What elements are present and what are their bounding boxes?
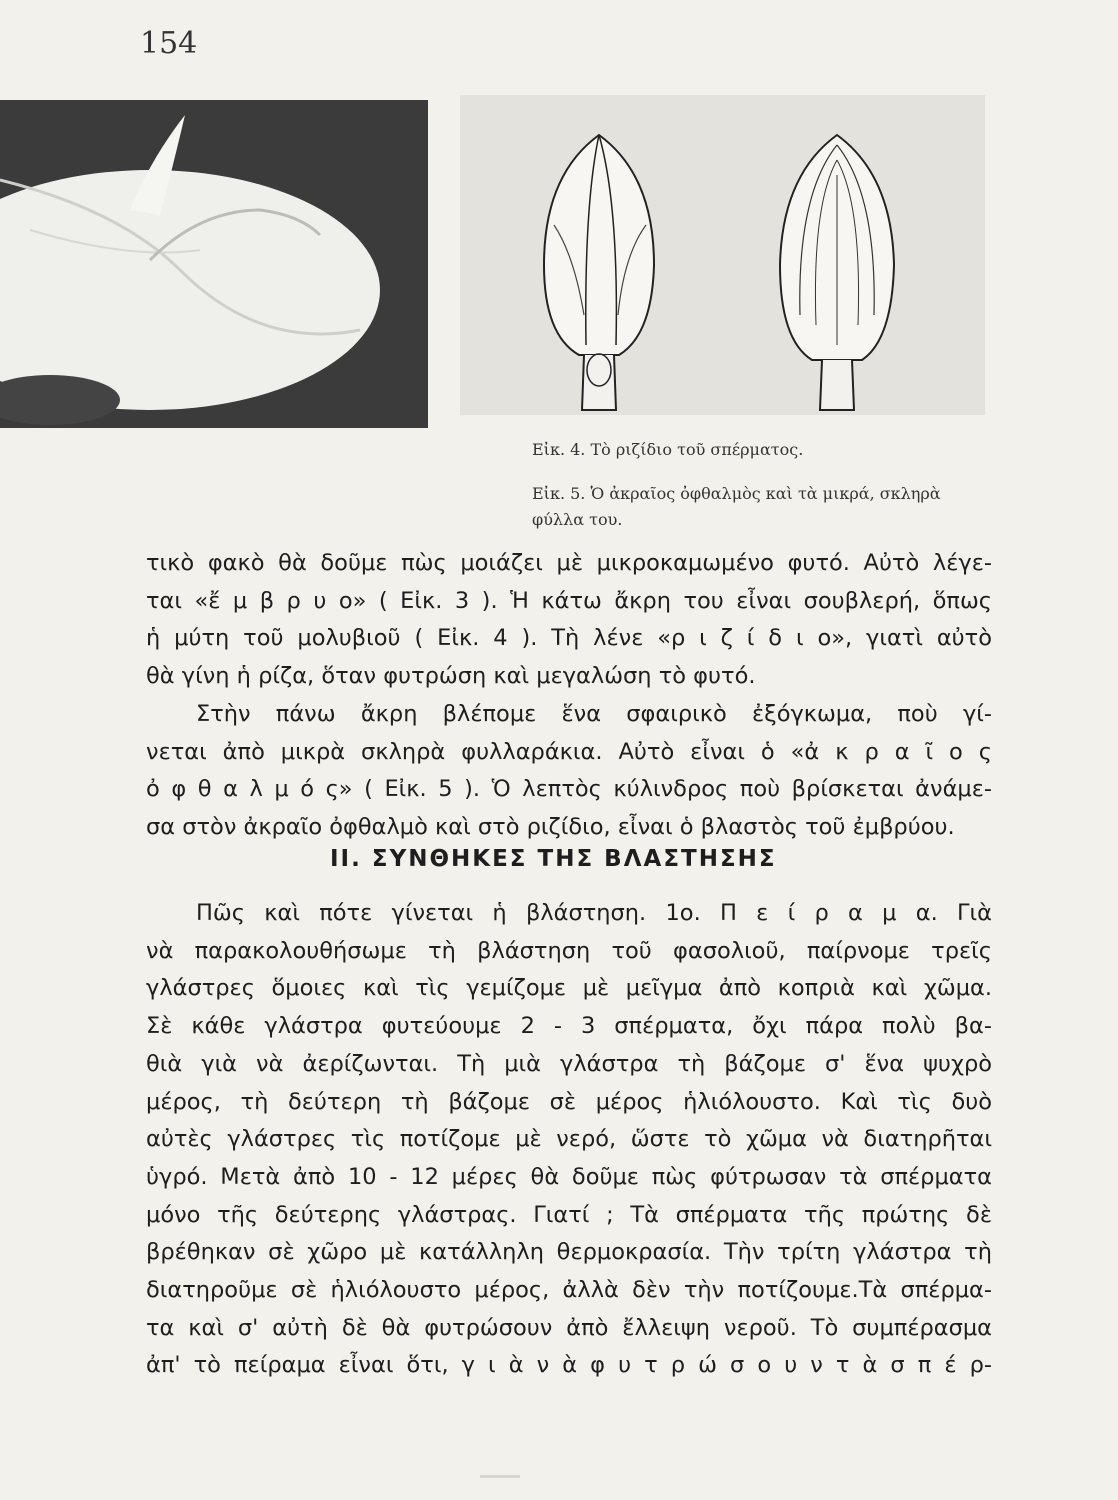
bud-section-drawing <box>762 115 912 415</box>
text-line: ἀπ' τὸ πείραμα εἶναι ὅτι, γ ι ὰ ν ὰ φ υ τ ρ ώ σ ο υ ν τ ὰ σ π έ ρ- <box>146 1352 992 1379</box>
seed-radicle-photo <box>0 100 428 428</box>
text-line: μέρος, τὴ δεύτερη τὴ βάζομε σὲ μέρος ἡλιόλουστο. Καὶ τὶς δυὸ <box>146 1088 992 1115</box>
text-line: διατηροῦμε σὲ ἡλιόλουστο μέρος, ἀλλὰ δὲν τὴν ποτίζουμε.Τὰ σπέρμα- <box>146 1277 992 1304</box>
body-text-upper <box>146 545 992 847</box>
text-line: γλάστρες ὅμοιες καὶ τὶς γεμίζομε μὲ μεῖγμα ἀπὸ κοπριὰ καὶ χῶμα. <box>146 975 992 1002</box>
text-line: τα καὶ σ' αὐτὴ δὲ θὰ φυτρώσουν ἀπὸ ἔλλειψη νεροῦ. Τὸ συμπέρασμα <box>146 1314 992 1341</box>
text-line: ται «ἔ μ β ρ υ ο» ( Εἰκ. 3 ). Ἡ κάτω ἄκρη του εἶναι σουβλερή, ὅπως <box>146 587 992 614</box>
text-line: αὐτὲς γλάστρες τὶς ποτίζομε μὲ νερό, ὥστε τὸ χῶμα νὰ διατηρῆται <box>146 1126 992 1153</box>
text-line: ἡ μύτη τοῦ μολυβιοῦ ( Εἰκ. 4 ). Τὴ λένε «ρ ι ζ ί δ ι ο», γιατὶ αὐτὸ <box>146 625 992 652</box>
figure5-caption-line2: φύλλα του. <box>532 510 623 529</box>
page-number: 154 <box>140 26 198 61</box>
paragraph-experiment <box>146 895 992 1385</box>
paragraph-embryo <box>146 545 992 696</box>
figure4-caption: Εἰκ. 4. Τὸ ριζίδιο τοῦ σπέρματος. <box>532 440 804 459</box>
text-line: Πῶς καὶ πότε γίνεται ἡ βλάστηση. 1ο. Π ε ί ρ α μ α. Γιὰ <box>196 900 992 926</box>
text-line: Στὴν πάνω ἄκρη βλέπομε ἕνα σφαιρικὸ ἐξόγκωμα, ποὺ γί- <box>196 700 992 727</box>
text-line: νὰ παρακολουθήσωμε τὴ βλάστηση τοῦ φασολιοῦ, παίρνομε τρεῖς <box>146 937 992 964</box>
paragraph-terminal-bud <box>146 696 992 847</box>
text-line: μόνο τῆς δεύτερης γλάστρας. Γιατί ; Τὰ σπέρματα τῆς πρώτης δὲ <box>146 1201 992 1228</box>
text-line: Σὲ κάθε γλάστρα φυτεύουμε 2 - 3 σπέρματα, ὄχι πάρα πολὺ βα- <box>146 1013 992 1040</box>
body-text-lower <box>146 895 992 1385</box>
text-line: βρέθηκαν σὲ χῶρο μὲ κατάλληλη θερμοκρασία. Τὴν τρίτη γλάστρα τὴ <box>146 1239 992 1266</box>
bud-exterior-drawing <box>524 115 674 415</box>
text-line: ὑγρό. Μετὰ ἀπὸ 10 - 12 μέρες θὰ δοῦμε πὼς φύτρωσαν τὰ σπέρματα <box>146 1163 992 1190</box>
text-line: ὀ φ θ α λ μ ό ς» ( Εἰκ. 5 ). Ὁ λεπτὸς κύλινδρος ποὺ βρίσκεται ἀνάμε- <box>146 776 992 803</box>
figure5-caption-line1: Εἰκ. 5. Ὁ ἀκραῖος ὀφθαλμὸς καὶ τὰ μικρά, σκληρὰ <box>532 484 941 503</box>
text-line: σα στὸν ἀκραῖο ὀφθαλμὸ καὶ στὸ ριζίδιο, εἶναι ὁ βλαστὸς τοῦ ἐμβρύου. <box>146 813 955 840</box>
text-line: τικὸ φακὸ θὰ δοῦμε πὼς μοιάζει μὲ μικροκαμωμένο φυτό. Αὐτὸ λέγε- <box>146 550 992 576</box>
page-smudge <box>480 1475 520 1478</box>
section-heading: II. ΣΥΝΘΗΚΕΣ ΤΗΣ ΒΛΑΣΤΗΣΗΣ <box>330 846 777 872</box>
text-line: θιὰ γιὰ νὰ ἀερίζωνται. Τὴ μιὰ γλάστρα τὴ βάζομε σ' ἕνα ψυχρὸ <box>146 1050 992 1077</box>
text-line: θὰ γίνη ἡ ρίζα, ὅταν φυτρώση καὶ μεγαλώση τὸ φυτό. <box>146 663 756 690</box>
text-line: νεται ἀπὸ μικρὰ σκληρὰ φυλλαράκια. Αὐτὸ εἶναι ὁ «ἀ κ ρ α ῖ ο ς <box>146 738 992 765</box>
